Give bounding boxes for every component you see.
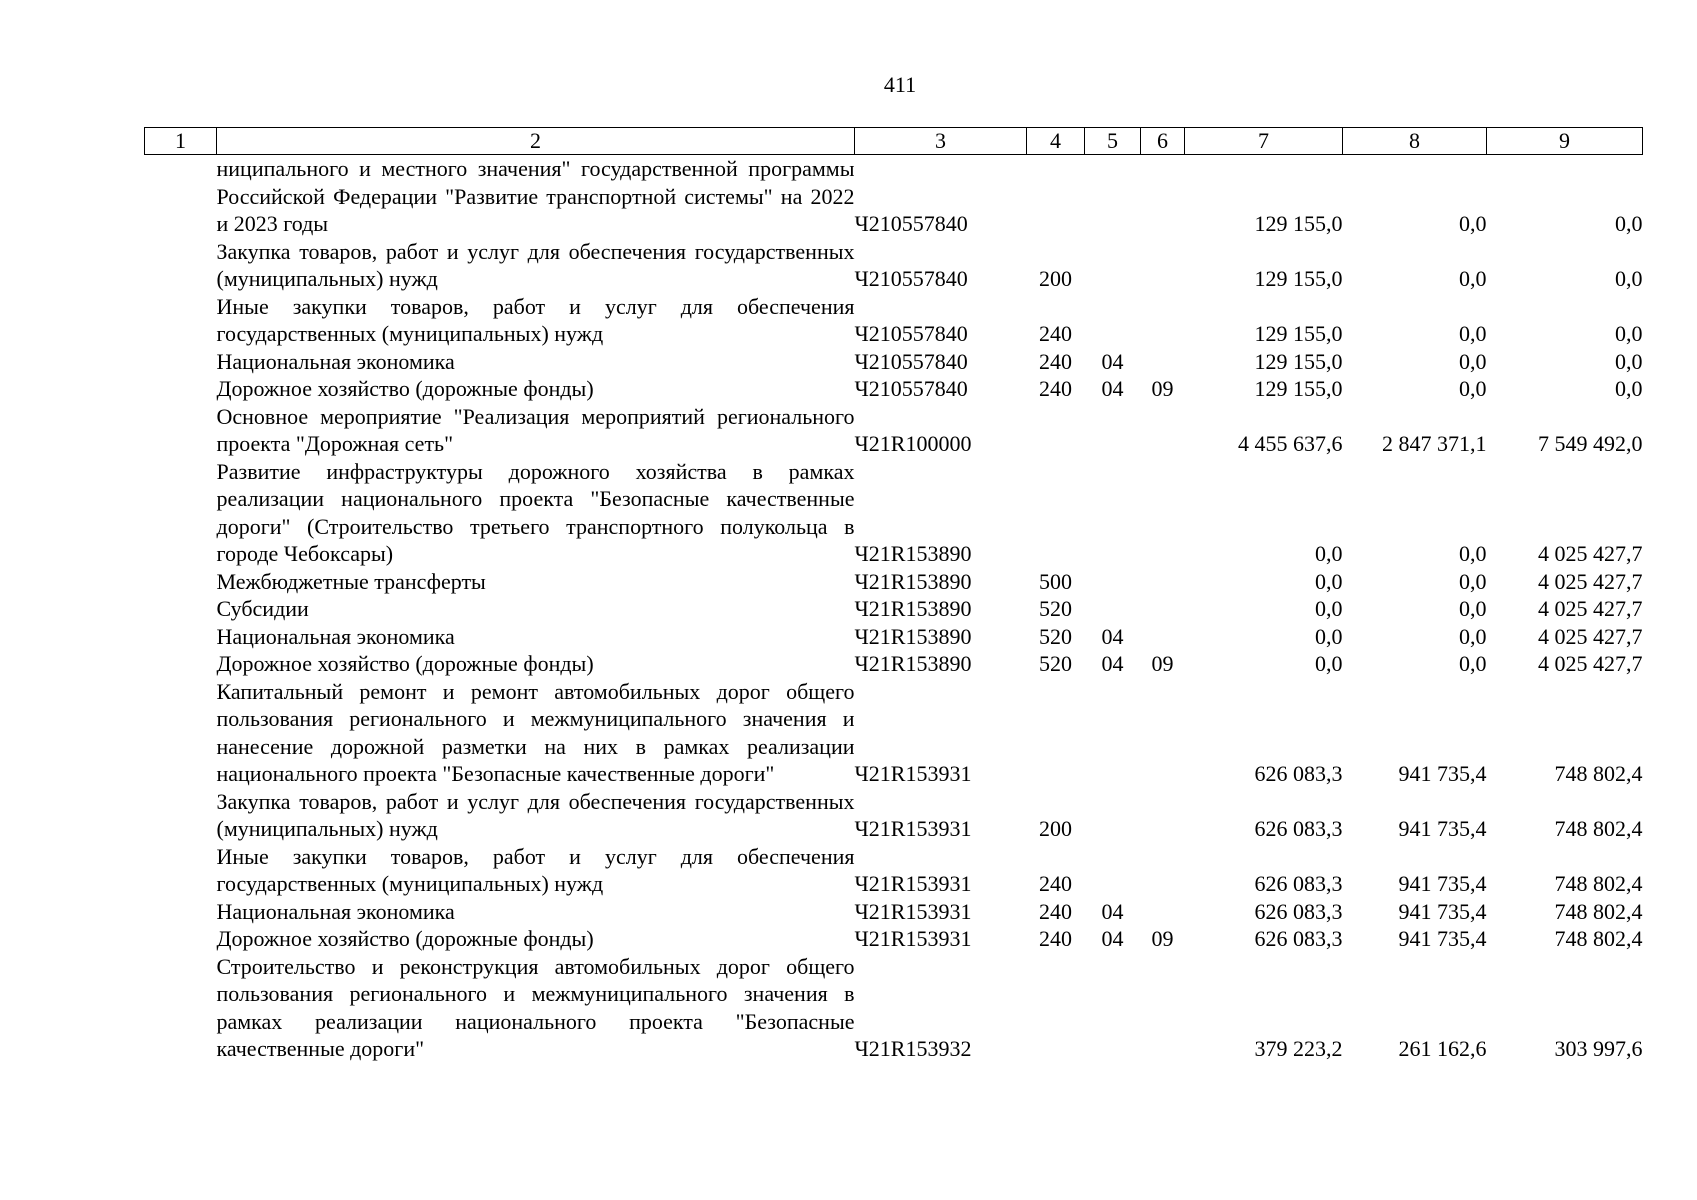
table-row	[145, 623, 1643, 651]
cell-col-1	[145, 155, 217, 238]
cell-expense-type: 200	[1039, 816, 1072, 841]
cell-amount-col-9: 4 025 427,7	[1538, 651, 1643, 676]
cell-target-code: Ч210557840	[854, 266, 968, 291]
cell-section	[1085, 953, 1141, 1063]
table-row	[145, 843, 1643, 898]
cell-expense-type	[1027, 458, 1085, 568]
cell-amount-col-9: 4 025 427,7	[1538, 623, 1643, 649]
cell-target-code: Ч21R153932	[854, 1036, 972, 1061]
table-row	[145, 155, 1643, 238]
cell-target-code: Ч21R153931	[854, 761, 972, 786]
cell-expense-type: 200	[1039, 266, 1072, 291]
table-row	[145, 348, 1643, 376]
cell-item-name: Дорожное хозяйство (дорожные фонды)	[216, 926, 594, 951]
header-col-1: 1	[145, 128, 217, 155]
cell-amount-col-8: 0,0	[1459, 321, 1487, 346]
table-row	[145, 898, 1643, 926]
cell-target-code: Ч210557840	[854, 376, 968, 401]
cell-amount-col-7: 626 083,3	[1254, 898, 1343, 924]
page-number: 411	[883, 72, 917, 97]
cell-amount-col-7: 0,0	[1315, 541, 1343, 566]
cell-expense-type: 520	[1039, 651, 1072, 676]
table-row	[145, 925, 1643, 953]
cell-item-name: Развитие инфраструктуры дорожного хозяйства в рамках реализации национального проекта "Безопасные качественные дороги" (Строительство третьего транспортного полукольца в городе Чебоксары)	[216, 458, 855, 566]
cell-target-code: Ч21R153931	[854, 926, 972, 951]
cell-col-1	[145, 925, 217, 953]
cell-expense-type	[1027, 678, 1085, 788]
cell-amount-col-9: 0,0	[1615, 266, 1643, 291]
cell-item-name: Капитальный ремонт и ремонт автомобильных дорог общего пользования регионального и межмуниципального значения и нанесение дорожной разметки на них в рамках реализации национального проекта "Безопасные качественные дороги"	[216, 678, 855, 786]
table-row	[145, 375, 1643, 403]
cell-expense-type: 240	[1039, 926, 1072, 951]
table-header-row	[145, 128, 1643, 155]
table-row	[145, 953, 1643, 1063]
cell-amount-col-7: 379 223,2	[1254, 1036, 1343, 1061]
cell-amount-col-7: 626 083,3	[1254, 926, 1343, 951]
cell-section	[1085, 403, 1141, 458]
cell-item-name: Закупка товаров, работ и услуг для обеспечения государственных (муниципальных) нужд	[216, 788, 855, 841]
cell-amount-col-8: 0,0	[1459, 211, 1487, 236]
cell-subsection	[1141, 348, 1185, 376]
cell-amount-col-9: 4 025 427,7	[1538, 541, 1643, 566]
header-col-4: 4	[1027, 128, 1085, 155]
cell-amount-col-9: 0,0	[1615, 348, 1643, 374]
cell-amount-col-7: 129 155,0	[1254, 266, 1343, 291]
cell-col-1	[145, 678, 217, 788]
cell-amount-col-7: 129 155,0	[1254, 348, 1343, 374]
cell-item-name: Дорожное хозяйство (дорожные фонды)	[216, 651, 594, 676]
cell-amount-col-7: 626 083,3	[1254, 816, 1343, 841]
cell-amount-col-7: 129 155,0	[1254, 321, 1343, 346]
cell-subsection	[1141, 238, 1185, 293]
cell-section: 04	[1101, 926, 1124, 951]
cell-amount-col-8: 941 735,4	[1398, 761, 1487, 786]
cell-amount-col-8: 941 735,4	[1398, 871, 1487, 896]
cell-expense-type: 520	[1039, 623, 1072, 649]
cell-subsection	[1141, 623, 1185, 651]
cell-amount-col-9: 748 802,4	[1554, 871, 1643, 896]
cell-amount-col-9: 748 802,4	[1554, 761, 1643, 786]
cell-item-name: Национальная экономика	[216, 898, 455, 924]
cell-subsection	[1141, 403, 1185, 458]
cell-subsection	[1141, 678, 1185, 788]
cell-section	[1085, 155, 1141, 238]
cell-section	[1085, 458, 1141, 568]
cell-item-name: Субсидии	[216, 596, 309, 621]
cell-item-name: ниципального и местного значения" государственной программы Российской Федерации "Развитие транспортной системы" на 2022 и 2023 годы	[216, 156, 855, 236]
cell-amount-col-8: 941 735,4	[1398, 898, 1487, 924]
cell-section	[1085, 678, 1141, 788]
cell-subsection	[1141, 788, 1185, 843]
table-row	[145, 458, 1643, 568]
cell-col-1	[145, 403, 217, 458]
cell-amount-col-8: 0,0	[1459, 596, 1487, 621]
cell-section: 04	[1101, 898, 1124, 924]
cell-amount-col-8: 0,0	[1459, 376, 1487, 401]
page-number-wrapper	[0, 72, 1697, 98]
cell-expense-type: 240	[1039, 376, 1072, 401]
cell-target-code: Ч21R153890	[854, 541, 972, 566]
cell-section: 04	[1101, 651, 1124, 676]
table-row	[145, 568, 1643, 596]
table-row	[145, 238, 1643, 293]
cell-amount-col-8: 0,0	[1459, 651, 1487, 676]
cell-amount-col-9: 4 025 427,7	[1538, 596, 1643, 621]
cell-amount-col-9: 4 025 427,7	[1538, 568, 1643, 594]
cell-target-code: Ч21R153890	[854, 651, 972, 676]
cell-section	[1085, 568, 1141, 596]
cell-section	[1085, 788, 1141, 843]
budget-table	[144, 127, 1643, 1063]
cell-section	[1085, 843, 1141, 898]
cell-amount-col-7: 626 083,3	[1254, 761, 1343, 786]
cell-expense-type	[1027, 155, 1085, 238]
cell-amount-col-8: 0,0	[1459, 623, 1487, 649]
header-col-9: 9	[1487, 128, 1643, 155]
cell-col-1	[145, 595, 217, 623]
cell-amount-col-7: 4 455 637,6	[1238, 431, 1343, 456]
cell-col-1	[145, 375, 217, 403]
table-row	[145, 403, 1643, 458]
cell-section: 04	[1101, 376, 1124, 401]
cell-col-1	[145, 650, 217, 678]
header-col-7: 7	[1185, 128, 1343, 155]
cell-col-1	[145, 788, 217, 843]
cell-amount-col-8: 0,0	[1459, 541, 1487, 566]
cell-amount-col-8: 941 735,4	[1398, 926, 1487, 951]
cell-amount-col-7: 129 155,0	[1254, 376, 1343, 401]
cell-amount-col-9: 0,0	[1615, 321, 1643, 346]
cell-subsection	[1141, 953, 1185, 1063]
cell-amount-col-7: 0,0	[1315, 596, 1343, 621]
cell-col-1	[145, 348, 217, 376]
cell-amount-col-8: 0,0	[1459, 266, 1487, 291]
cell-col-1	[145, 238, 217, 293]
cell-item-name: Иные закупки товаров, работ и услуг для обеспечения государственных (муниципальных) нужд	[216, 843, 855, 896]
cell-target-code: Ч21R100000	[854, 431, 972, 456]
cell-col-1	[145, 843, 217, 898]
cell-target-code: Ч210557840	[854, 348, 968, 374]
cell-section: 04	[1101, 348, 1124, 374]
cell-target-code: Ч21R153890	[854, 596, 972, 621]
cell-expense-type: 500	[1039, 568, 1072, 594]
cell-col-1	[145, 293, 217, 348]
cell-target-code: Ч210557840	[854, 321, 968, 346]
cell-amount-col-8: 0,0	[1459, 568, 1487, 594]
cell-amount-col-9: 0,0	[1615, 211, 1643, 236]
table-row	[145, 293, 1643, 348]
cell-expense-type: 240	[1039, 898, 1072, 924]
table-row	[145, 788, 1643, 843]
cell-item-name: Основное мероприятие "Реализация мероприятий регионального проекта "Дорожная сеть"	[216, 403, 855, 456]
cell-section: 04	[1101, 623, 1124, 649]
table-row	[145, 595, 1643, 623]
cell-target-code: Ч21R153931	[854, 898, 972, 924]
cell-amount-col-9: 303 997,6	[1554, 1036, 1643, 1061]
cell-expense-type	[1027, 403, 1085, 458]
cell-subsection	[1141, 898, 1185, 926]
cell-target-code: Ч21R153890	[854, 623, 972, 649]
cell-amount-col-9: 748 802,4	[1554, 898, 1643, 924]
cell-col-1	[145, 568, 217, 596]
cell-subsection: 09	[1151, 651, 1174, 676]
cell-amount-col-7: 626 083,3	[1254, 871, 1343, 896]
cell-item-name: Дорожное хозяйство (дорожные фонды)	[216, 376, 594, 401]
header-col-8: 8	[1343, 128, 1487, 155]
cell-target-code: Ч21R153931	[854, 871, 972, 896]
cell-amount-col-9: 0,0	[1615, 376, 1643, 401]
header-col-5: 5	[1085, 128, 1141, 155]
cell-amount-col-8: 941 735,4	[1398, 816, 1487, 841]
cell-amount-col-9: 7 549 492,0	[1538, 431, 1643, 456]
cell-expense-type	[1027, 953, 1085, 1063]
cell-subsection	[1141, 293, 1185, 348]
cell-subsection	[1141, 595, 1185, 623]
header-col-2: 2	[217, 128, 855, 155]
cell-expense-type: 520	[1039, 596, 1072, 621]
cell-expense-type: 240	[1039, 321, 1072, 346]
cell-section	[1085, 595, 1141, 623]
table-body	[145, 155, 1643, 1063]
cell-amount-col-7: 0,0	[1315, 568, 1343, 594]
cell-amount-col-9: 748 802,4	[1554, 926, 1643, 951]
cell-item-name: Национальная экономика	[216, 348, 455, 374]
table-row	[145, 650, 1643, 678]
cell-amount-col-7: 129 155,0	[1254, 211, 1343, 236]
cell-amount-col-8: 261 162,6	[1398, 1036, 1487, 1061]
cell-target-code: Ч21R153890	[854, 568, 972, 594]
cell-expense-type: 240	[1039, 348, 1072, 374]
cell-col-1	[145, 623, 217, 651]
cell-col-1	[145, 458, 217, 568]
header-col-3: 3	[855, 128, 1027, 155]
cell-amount-col-8: 2 847 371,1	[1382, 431, 1487, 456]
cell-subsection	[1141, 458, 1185, 568]
cell-col-1	[145, 953, 217, 1063]
cell-amount-col-7: 0,0	[1315, 623, 1343, 649]
cell-item-name: Строительство и реконструкция автомобильных дорог общего пользования регионального и межмуниципального значения в рамках реализации национального проекта "Безопасные качественные дороги"	[216, 953, 855, 1061]
cell-amount-col-8: 0,0	[1459, 348, 1487, 374]
cell-target-code: Ч21R153931	[854, 816, 972, 841]
cell-section	[1085, 238, 1141, 293]
cell-item-name: Национальная экономика	[216, 623, 455, 649]
cell-subsection: 09	[1151, 926, 1174, 951]
cell-target-code: Ч210557840	[854, 211, 968, 236]
cell-section	[1085, 293, 1141, 348]
cell-subsection	[1141, 568, 1185, 596]
table-row	[145, 678, 1643, 788]
cell-item-name: Межбюджетные трансферты	[216, 568, 486, 594]
cell-col-1	[145, 898, 217, 926]
cell-amount-col-7: 0,0	[1315, 651, 1343, 676]
cell-expense-type: 240	[1039, 871, 1072, 896]
cell-subsection: 09	[1151, 376, 1174, 401]
cell-subsection	[1141, 155, 1185, 238]
cell-item-name: Закупка товаров, работ и услуг для обеспечения государственных (муниципальных) нужд	[216, 238, 855, 291]
cell-amount-col-9: 748 802,4	[1554, 816, 1643, 841]
cell-item-name: Иные закупки товаров, работ и услуг для обеспечения государственных (муниципальных) нужд	[216, 293, 855, 346]
header-col-6: 6	[1141, 128, 1185, 155]
cell-subsection	[1141, 843, 1185, 898]
